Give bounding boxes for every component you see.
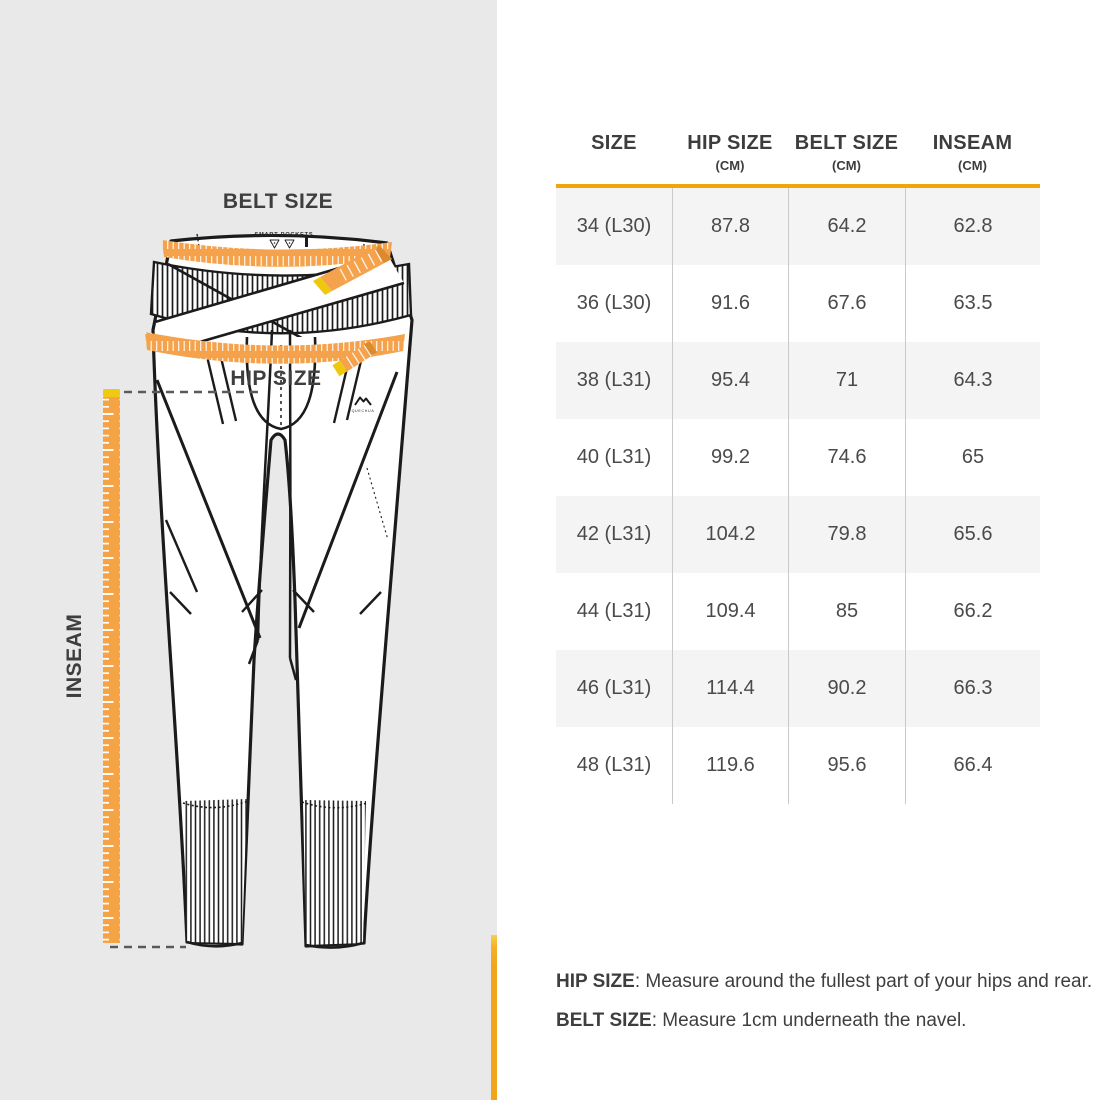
- table-row: 38 (L31) 95.4 71 64.3: [556, 342, 1040, 419]
- table-row: 34 (L30) 87.8 64.2 62.8: [556, 188, 1040, 265]
- table-row: 42 (L31) 104.2 79.8 65.6: [556, 496, 1040, 573]
- measurement-diagram-panel: [0, 0, 497, 1100]
- hip-size-note: HIP SIZE: Measure around the fullest part of your hips and rear.: [556, 971, 1093, 992]
- leg-cuffs: [183, 799, 367, 948]
- table-body: [556, 188, 1040, 804]
- table-row: 46 (L31) 114.4 90.2 66.3: [556, 650, 1040, 727]
- table-row: 44 (L31) 109.4 85 66.2: [556, 573, 1040, 650]
- brand-text: QUECHUA: [351, 409, 375, 413]
- size-table: [556, 130, 1040, 804]
- measurement-notes: [556, 970, 1092, 1048]
- table-row: 36 (L30) 91.6 67.6 63.5: [556, 265, 1040, 342]
- inseam-label: INSEAM: [63, 613, 86, 699]
- inseam-ruler: [103, 389, 120, 943]
- belt-size-label: BELT SIZE: [222, 190, 334, 213]
- smart-pockets-text: SMART POCKETS: [254, 232, 314, 238]
- belt-loop-mark: [305, 237, 308, 247]
- pants-illustration: [0, 0, 497, 1100]
- accent-bar: [491, 935, 497, 1100]
- column-header-hip-size: HIP SIZE (CM): [687, 132, 773, 173]
- column-header-belt-size: BELT SIZE (CM): [794, 132, 899, 173]
- column-header-inseam: INSEAM (CM): [932, 132, 1013, 173]
- table-row: 48 (L31) 119.6 95.6 66.4: [556, 727, 1040, 804]
- column-header-size: SIZE: [591, 132, 637, 154]
- ruler-yellow-cap: [103, 389, 120, 397]
- belt-size-note: BELT SIZE: Measure 1cm underneath the navel.: [556, 1010, 967, 1031]
- hip-size-label: HIP SIZE: [230, 367, 322, 390]
- table-row: 40 (L31) 99.2 74.6 65: [556, 419, 1040, 496]
- table-header-row: [556, 130, 1040, 184]
